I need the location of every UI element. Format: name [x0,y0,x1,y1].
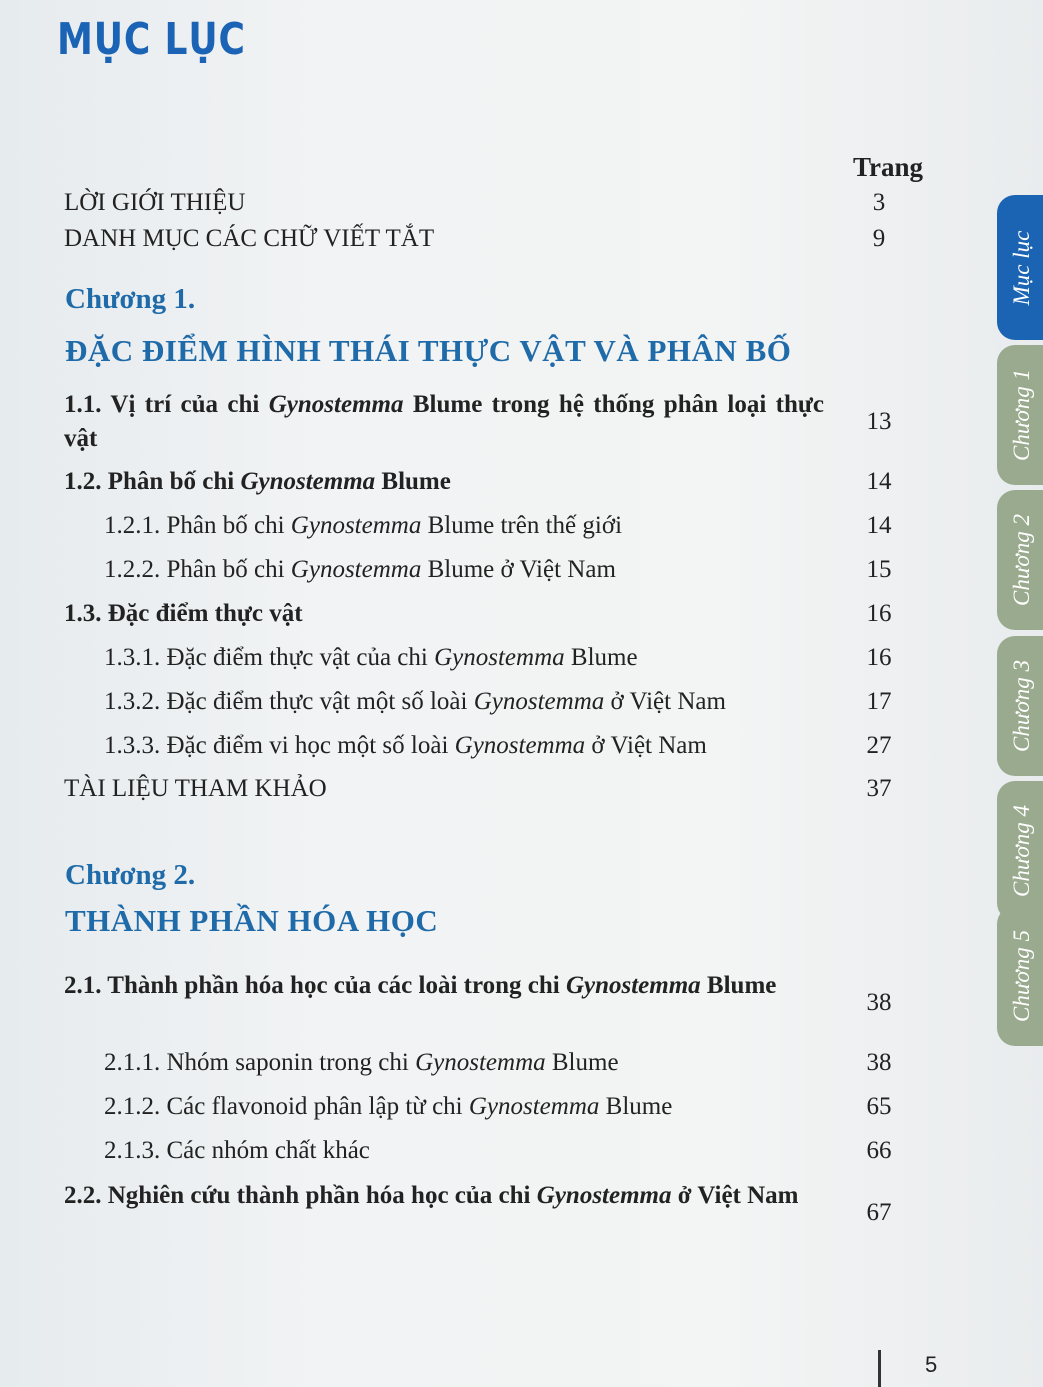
toc-entry-text: 1.3.2. Đặc điểm thực vật một số loài Gynostemma ở Việt Nam [104,688,726,715]
toc-page-number: 9 [872,225,886,252]
toc-entry-1-3-2[interactable] [104,685,904,719]
toc-entry-intro[interactable] [64,186,904,220]
toc-page-number: 14 [866,512,892,539]
page-number-divider [878,1350,881,1387]
toc-entry-1-1[interactable] [64,388,904,456]
toc-entry-text: 1.3.1. Đặc điểm thực vật của chi Gynostemma Blume [104,644,638,671]
toc-page-number: 17 [866,688,892,715]
toc-page-number: 27 [866,732,892,759]
toc-entry-text: 2.1. Thành phần hóa học của các loài trong chi Gynostemma Blume [64,972,777,999]
tab-chuong-1[interactable] [997,345,1043,485]
tab-label: Chương 4 [1009,805,1034,897]
toc-page-number: 37 [866,775,892,802]
tab-label: Chương 2 [1009,514,1034,606]
toc-entry-references[interactable] [64,772,904,806]
toc-page-number: 38 [866,1049,892,1076]
page-column-header: Trang [853,152,924,182]
chapter-2-label[interactable]: Chương 2. [65,859,196,891]
tab-label: Chương 5 [1009,930,1034,1022]
toc-page-number: 16 [866,644,892,671]
tab-chuong-5[interactable] [997,906,1043,1046]
toc-entry-text: LỜI GIỚI THIỆU [64,189,246,216]
tab-label: Chương 1 [1009,369,1034,461]
toc-page-number: 14 [866,468,892,495]
toc-page-number: 13 [866,408,892,435]
toc-entry-text: 2.2. Nghiên cứu thành phần hóa học của chi Gynostemma ở Việt Nam [64,1182,799,1209]
chapter-1-title[interactable]: ĐẶC ĐIỂM HÌNH THÁI THỰC VẬT VÀ PHÂN BỐ [65,333,792,368]
toc-entry-text: 2.1.1. Nhóm saponin trong chi Gynostemma Blume [104,1049,619,1076]
toc-entry-text: 1.3.3. Đặc điểm vi học một số loài Gynostemma ở Việt Nam [104,732,707,759]
toc-entry-text: 2.1.2. Các flavonoid phân lập từ chi Gynostemma Blume [104,1093,673,1120]
toc-entry-abbreviations[interactable] [64,222,904,256]
tab-chuong-2[interactable] [997,490,1043,630]
toc-entry-1-3-3[interactable] [104,729,904,763]
toc-entry-text: 1.2. Phân bố chi Gynostemma Blume [64,468,451,495]
toc-entry-text: 2.1.3. Các nhóm chất khác [104,1137,370,1164]
toc-entry-1-2-1[interactable] [104,509,904,543]
toc-page-number: 38 [866,989,892,1016]
page-title: MỤC LỤC [57,14,246,65]
chapter-1-label[interactable]: Chương 1. [65,283,196,315]
toc-entry-text: 1.2.2. Phân bố chi Gynostemma Blume ở Việt Nam [104,556,616,583]
toc-entry-1-3-1[interactable] [104,641,904,675]
toc-entry-text: 1.3. Đặc điểm thực vật [64,600,303,627]
toc-page-number: 65 [866,1093,892,1120]
toc-page-number: 16 [866,600,892,627]
toc-page-number: 66 [866,1137,892,1164]
toc-entry-text: 1.2.1. Phân bố chi Gynostemma Blume trên thế giới [104,512,623,539]
page-number: 5 [925,1352,938,1377]
toc-entry-text: 1.1. Vị trí của chi Gynostemma Blume trong hệ thống phân loại thực vật [64,391,824,452]
toc-entry-1-3[interactable] [64,597,904,631]
toc-page-number: 15 [866,556,892,583]
toc-entry-1-2-2[interactable] [104,553,904,587]
toc-entry-2-1[interactable] [64,969,904,1037]
toc-entry-text: DANH MỤC CÁC CHỮ VIẾT TẮT [64,225,435,252]
tab-chuong-3[interactable] [997,636,1043,776]
toc-page-number: 67 [866,1199,892,1226]
chapter-2-title[interactable]: THÀNH PHẦN HÓA HỌC [65,903,439,938]
tab-label: Mục lục [1009,230,1034,305]
tab-label: Chương 3 [1009,660,1034,752]
toc-entry-text: TÀI LIỆU THAM KHẢO [64,775,327,802]
toc-entry-2-2[interactable] [64,1179,904,1247]
toc-entry-1-2[interactable] [64,465,904,499]
toc-entry-2-1-2[interactable] [104,1090,904,1124]
toc-page-number: 3 [872,189,886,216]
tab-chuong-4[interactable] [997,781,1043,921]
tab-muc-luc[interactable] [997,195,1043,340]
toc-entry-2-1-1[interactable] [104,1046,904,1080]
toc-entry-2-1-3[interactable] [104,1134,904,1168]
